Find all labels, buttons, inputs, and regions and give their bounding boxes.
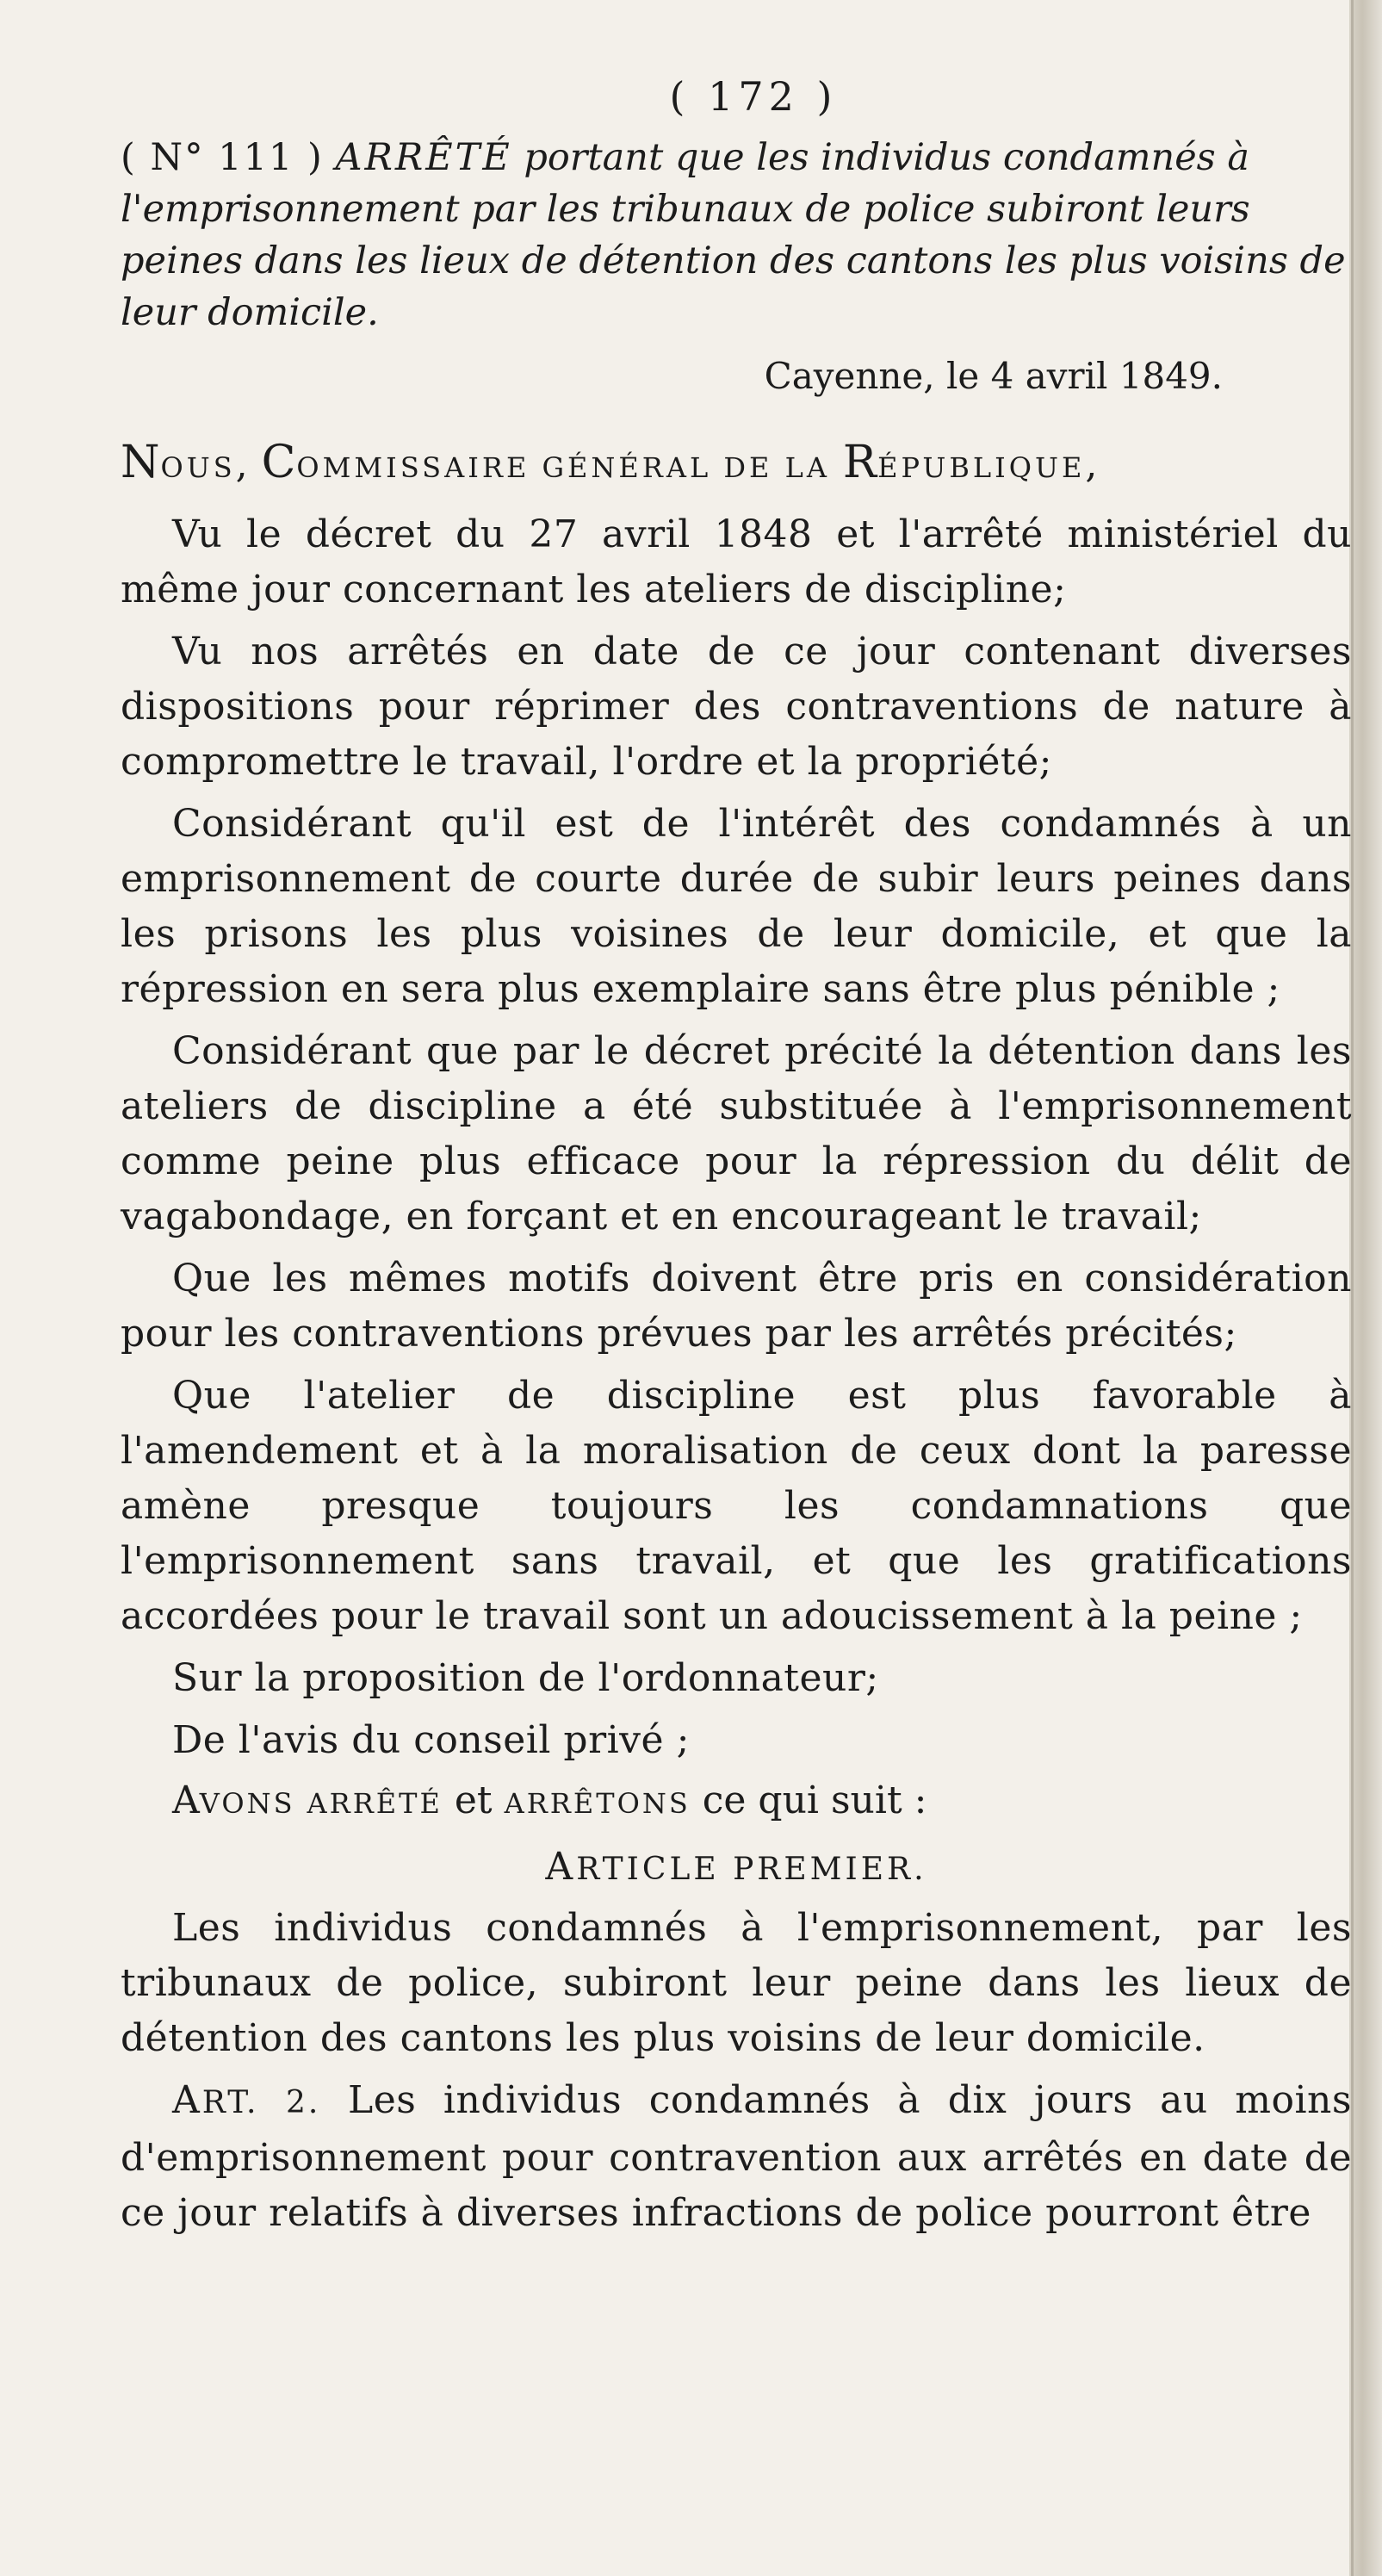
considerant-paragraph: Sur la proposition de l'ordonnateur;	[172, 1656, 879, 1700]
considerant-paragraph: Vu nos arrêtés en date de ce jour contenant diverses dispositions pour réprimer des contraventions de nature à compromettre le travail, l'ordre et la propriété;	[121, 630, 1352, 784]
dateline: Cayenne, le 4 avril 1849.	[764, 355, 1223, 397]
enacting-et: et	[454, 1778, 493, 1822]
intro-rest: OMMISSAIRE GÉNÉRAL DE LA	[296, 451, 830, 484]
article-two-label	[172, 2078, 321, 2122]
considerant-paragraph: Considérant que par le décret précité la détention dans les ateliers de discipline a été substituée à l'emprisonnement comme peine plus efficace pour la répression du délit de vagabondage, en forçant et en encourageant le travail;	[121, 1029, 1352, 1238]
intro-republique: ÉPUBLIQUE	[877, 451, 1086, 484]
article-first-heading	[121, 1841, 1352, 1896]
page-number: ( 172 )	[669, 73, 838, 120]
considerant-paragraph: Que les mêmes motifs doivent être pris en considération pour les contraventions prévues par les arrêtés précités;	[121, 1257, 1352, 1356]
intro-tail: ,	[1085, 443, 1099, 487]
article-two	[121, 2073, 1352, 2241]
article-first-heading-text: RTICLE PREMIER.	[576, 1852, 927, 1887]
decree-heading-word: ARRÊTÉ	[335, 136, 512, 179]
intro-line: NOUS, COMMISSAIRE GÉNÉRAL DE LA RÉPUBLIQUE,	[121, 437, 1099, 488]
considerant-paragraph: Que l'atelier de discipline est plus favorable à l'amendement et à la moralisation de ceux dont la paresse amène presque toujours les condamnations que l'emprisonnement sans travail, et que les gratifications accordées pour le travail sont un adoucissement à la peine ;	[121, 1374, 1352, 1638]
article-first-text: Les individus condamnés à l'emprisonnement, par les tribunaux de police, subiront leur peine dans les lieux de détention des cantons les plus voisins de leur domicile.	[121, 1906, 1352, 2060]
enacting-vons: VONS	[199, 1787, 295, 1820]
intro-c: C	[261, 437, 297, 488]
enacting-arretons: ARRÊTONS	[504, 1787, 691, 1820]
intro-n: N	[121, 437, 161, 488]
enacting-clause	[121, 1773, 1352, 1831]
decree-number: ( N° 111 )	[121, 136, 324, 179]
article-first-a: A	[545, 1845, 577, 1889]
decree-title	[121, 132, 1352, 338]
page-text	[121, 73, 1352, 2241]
article-two-label-text: RT. 2.	[201, 2085, 321, 2120]
article-two-a: A	[172, 2078, 202, 2122]
enacting-a: A	[172, 1778, 200, 1822]
considerant-paragraph: Considérant qu'il est de l'intérêt des condamnés à un emprisonnement de courte durée de subir leurs peines dans les prisons les plus voisines de leur domicile, et que la répression en sera plus exemplaire sans être plus pénible ;	[121, 802, 1352, 1011]
intro-r: R	[842, 437, 878, 488]
article-two-text: Les individus condamnés à dix jours au moins d'emprisonnement pour contravention aux arrêtés en date de ce jour relatifs à diverses infractions de police pourront être	[121, 2078, 1352, 2235]
intro-ous: OUS	[160, 451, 236, 484]
considerant-paragraph: De l'avis du conseil privé ;	[172, 1718, 690, 1762]
considerant-paragraph: Vu le décret du 27 avril 1848 et l'arrêté ministériel du même jour concernant les ateliers de discipline;	[121, 512, 1352, 611]
decree-title-text: portant que les individus condamnés à l'emprisonnement par les tribunaux de police subiront leurs peines dans les lieux de détention des cantons les plus voisins de leur domicile.	[121, 136, 1346, 334]
book-spine	[1349, 0, 1382, 2576]
enacting-tail: ce qui suit :	[702, 1778, 927, 1822]
enacting-arrete: ARRÊTÉ	[307, 1787, 443, 1820]
